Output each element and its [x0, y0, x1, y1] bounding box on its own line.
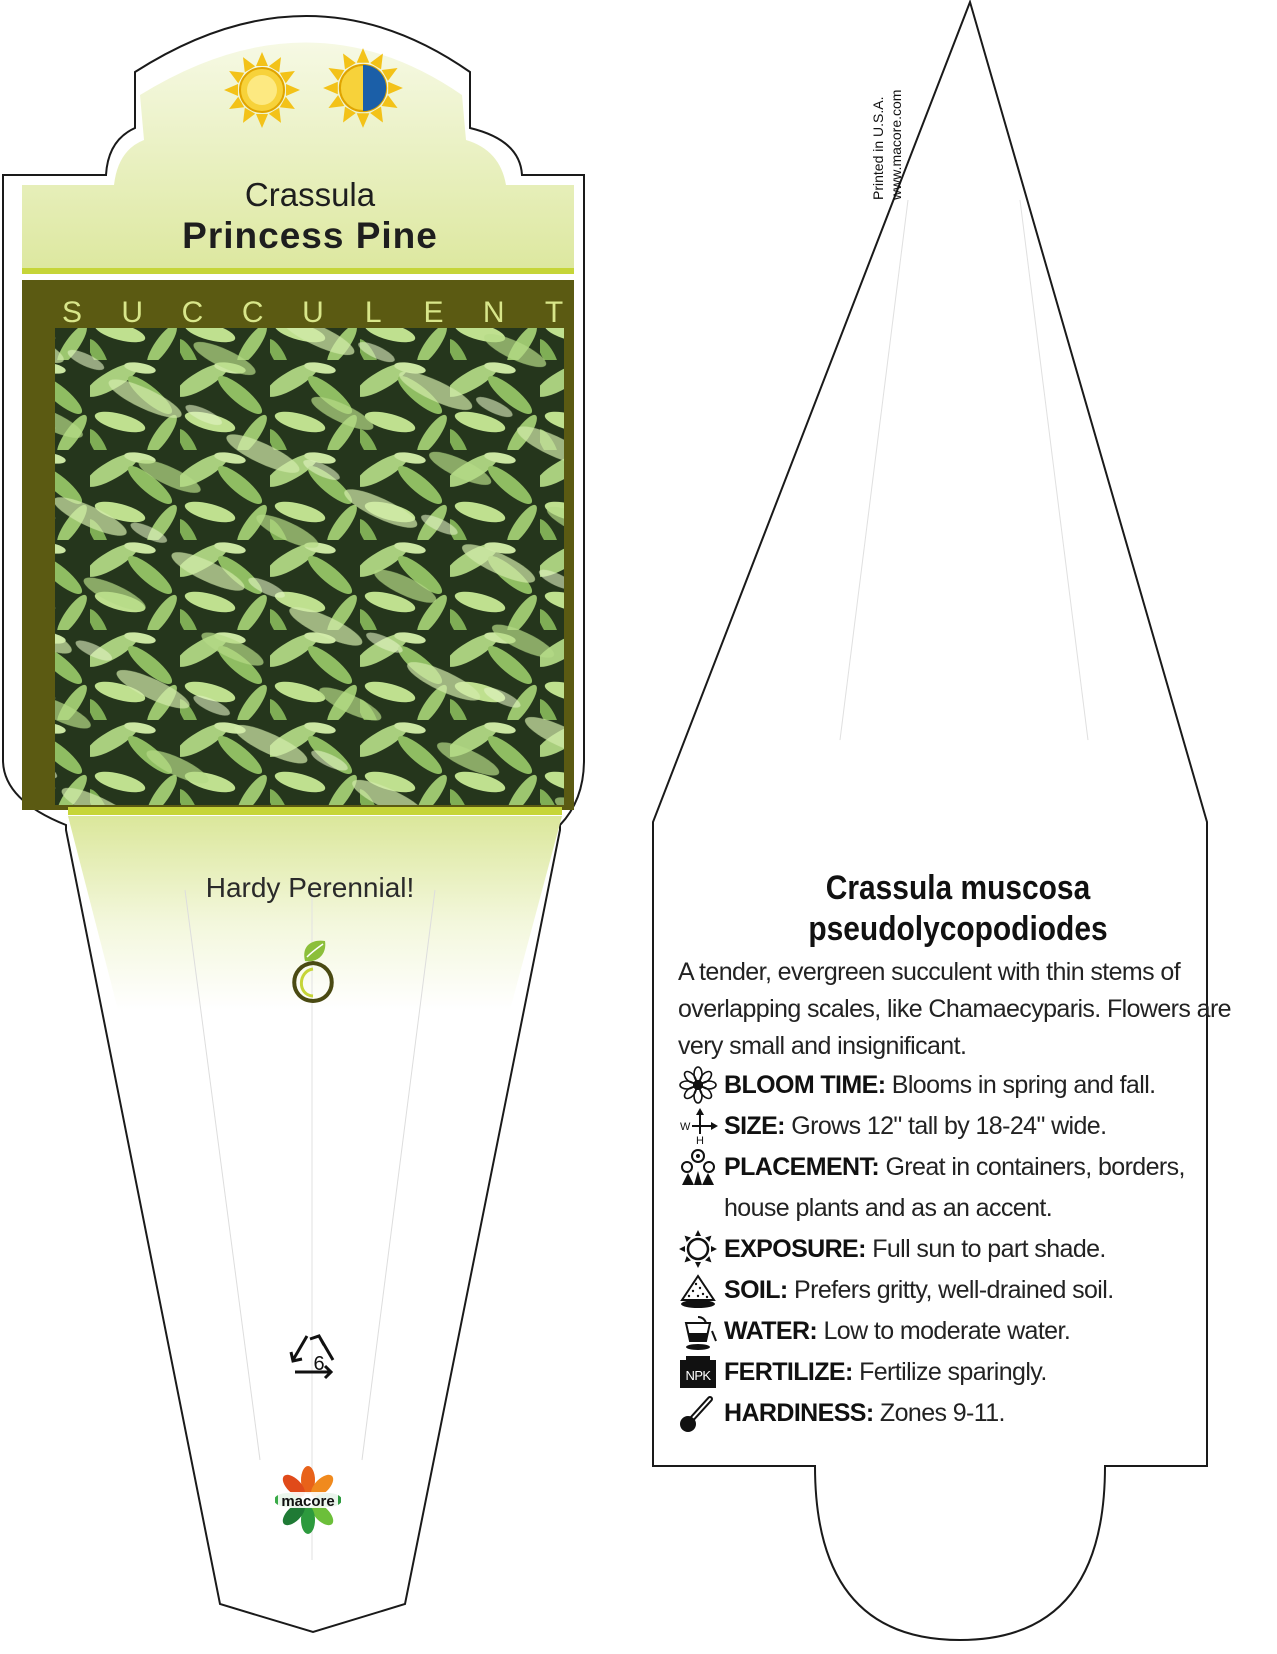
category-letter: C [241, 296, 264, 329]
category-letter: E [423, 296, 444, 329]
category-letter: L [364, 296, 382, 329]
attribute-label: HARDINESS: [724, 1399, 874, 1427]
category-letter: U [121, 296, 144, 329]
svg-text:NPK: NPK [685, 1368, 711, 1383]
attribute-label: SOIL: [724, 1276, 788, 1304]
front-slogan: Hardy Perennial! [205, 872, 415, 903]
soil-icon [678, 1270, 718, 1310]
part-shade-sun-icon [321, 46, 405, 130]
full-sun-icon [222, 50, 302, 130]
category-banner [52, 296, 574, 330]
front-genus-title: Crassula [244, 176, 376, 213]
attribute-value: Great in containers, borders, house plants and as an accent. [724, 1153, 1185, 1222]
printed-in-text: Printed in U.S.A. [870, 96, 886, 200]
brand-logo-text: macore [281, 1493, 335, 1510]
attribute-fertilize [678, 1352, 1238, 1393]
placement-icon [678, 1147, 718, 1187]
attribute-value: Zones 9-11. [873, 1399, 1005, 1427]
attribute-soil [678, 1270, 1238, 1311]
scientific-name-line-1: Crassula muscosa [825, 869, 1091, 907]
sun-icon [678, 1229, 718, 1269]
category-letter: S [61, 296, 82, 329]
category-letter: U [302, 296, 324, 329]
attribute-value: Fertilize sparingly. [852, 1358, 1047, 1386]
attribute-value: Blooms in spring and fall. [885, 1071, 1156, 1099]
attribute-label: FERTILIZE: [724, 1358, 853, 1386]
plant-description: A tender, evergreen succulent with thin stems of overlapping scales, like Chamaecyparis. Flowers are very small and insignificant. [678, 958, 1231, 1060]
npk-icon [678, 1352, 718, 1392]
flower-icon [678, 1065, 718, 1105]
website-text: www.macore.com [888, 89, 904, 200]
attribute-label: PLACEMENT: [724, 1153, 880, 1181]
svg-text:W: W [680, 1121, 690, 1133]
attribute-label: EXPOSURE: [724, 1235, 866, 1263]
attribute-value: Low to moderate water. [817, 1317, 1071, 1345]
recycle-code: 6 [313, 1353, 325, 1375]
scientific-name-line-2: pseudolycopodiodes [808, 910, 1108, 948]
attribute-bloom-time [678, 1065, 1238, 1106]
watering-can-icon [678, 1311, 718, 1351]
category-letter: C [181, 296, 204, 329]
attribute-size [678, 1106, 1238, 1147]
attribute-placement [678, 1147, 1238, 1229]
front-cultivar-title: Princess Pine [182, 215, 438, 256]
attribute-value: Full sun to part shade. [865, 1235, 1106, 1263]
svg-text:H: H [696, 1135, 704, 1146]
size-arrows-icon [678, 1106, 718, 1146]
category-letter: N [482, 296, 505, 329]
attribute-hardiness [678, 1393, 1238, 1434]
attribute-label: WATER: [724, 1317, 818, 1345]
attribute-water [678, 1311, 1238, 1352]
attribute-exposure [678, 1229, 1238, 1270]
attribute-value: Grows 12" tall by 18-24" wide. [784, 1112, 1107, 1140]
attribute-label: SIZE: [724, 1112, 785, 1140]
attribute-value: Prefers gritty, well-drained soil. [787, 1276, 1114, 1304]
thermometer-icon [678, 1393, 718, 1433]
category-letter: T [544, 296, 564, 329]
attribute-label: BLOOM TIME: [724, 1071, 886, 1099]
back-info-panel [678, 868, 1238, 1434]
perennial-leaf-icon [283, 935, 343, 1005]
